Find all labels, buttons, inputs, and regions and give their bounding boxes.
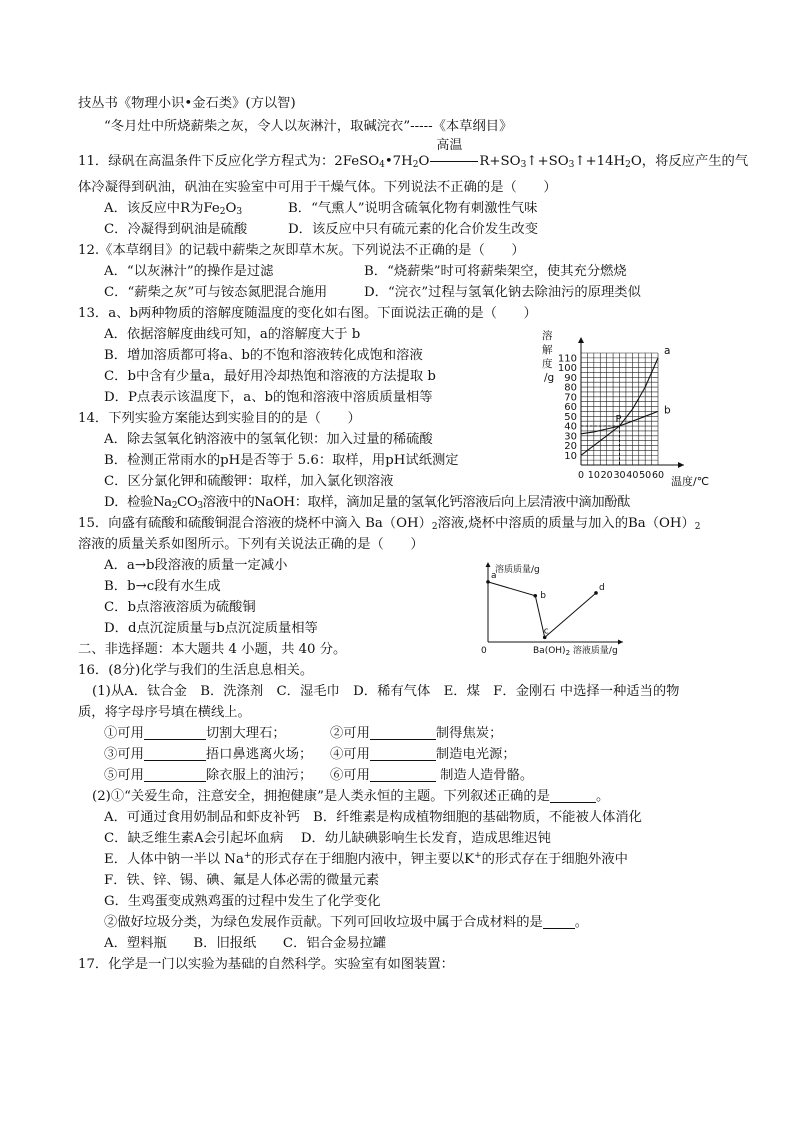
y-tick-label: 60 <box>564 402 577 414</box>
q16-row-1: ①可用 切割大理石； <box>104 726 286 741</box>
q15-option-b: B．b→c段有水生成 <box>104 579 221 594</box>
q11-option-b: B．“气熏人”说明含硫氧化物有刺激性气味 <box>288 201 538 216</box>
chart1-xlabel: 温度/℃ <box>671 475 710 488</box>
y-tick-label: 100 <box>557 363 577 375</box>
solubility-curve-chart <box>530 325 730 495</box>
q13-option-c: C．b中含有少量a，最好用冷却热饱和溶液的方法提取 b <box>104 369 436 384</box>
q17-stem: 17．化学是一门以实验为基础的自然科学。实验室有如图装置： <box>78 957 454 972</box>
q12-option-b: B．“烧薪柴”时可将薪柴架空，使其充分燃烧 <box>364 264 627 279</box>
point-d-label: d <box>599 582 605 593</box>
x-tick-label: 30 <box>613 470 626 481</box>
point-b <box>533 594 537 598</box>
x-axis-arrow <box>678 462 684 468</box>
series-a-label: a <box>664 344 671 357</box>
q11-stem2: 体冷凝得到矾油，矾油在实验室中可用于干燥气体。下列说法不正确的是（ ） <box>78 180 557 195</box>
q16-option-a: A．可通过食用奶制品和虾皮补钙 B．纤维素是构成植物细胞的基础物质，不能被人体消化 <box>104 810 642 825</box>
y-tick-label: 10 <box>564 450 577 462</box>
answer-blank-3[interactable] <box>144 746 206 761</box>
q14-option-d: D．检验$Na_2CO_3$溶液中的NaOH：取样，滴加足量的氢氧化钙溶液后向上层清液中滴加酚酞 <box>104 495 631 511</box>
chart1-ylabel-4: /g <box>544 372 555 384</box>
y-tick-label: 70 <box>564 392 577 404</box>
q16-option-g: G．生鸡蛋变成熟鸡蛋的过程中发生了化学变化 <box>104 894 381 909</box>
q11-option-c: C．冷凝得到矾油是硫酸 <box>104 222 248 237</box>
q11-option-d: D．该反应中只有硫元素的化合价发生改变 <box>288 222 539 237</box>
answer-blank-7[interactable] <box>550 788 596 803</box>
q12-stem: 12.《本草纲目》的记载中薪柴之灰即草木灰。下列说法不正确的是（ ） <box>78 243 525 258</box>
q15-option-d: D．d点沉淀质量与b点沉淀质量相等 <box>104 621 318 636</box>
q13-option-b: B．增加溶质都可将a、b的不饱和溶液转化成饱和溶液 <box>104 348 423 363</box>
y-tick-label: 40 <box>564 421 577 433</box>
q13-option-a: A．依据溶解度曲线可知，a的溶解度大于 b <box>104 327 361 342</box>
q15-option-a: A．a→b段溶液的质量一定减小 <box>104 558 288 573</box>
y-tick-label: 80 <box>564 382 577 394</box>
y-tick-label: 50 <box>564 411 577 423</box>
q16-option-e: E．人体中钠一半以 Na+的形式存在于细胞内液中，钾主要以K+的形式存在于细胞外液中 <box>104 851 628 867</box>
chart2-ylabel: 溶质质量/g <box>495 565 540 575</box>
q12-option-c: C．“薪柴之灰”可与铵态氮肥混合施用 <box>104 285 328 300</box>
q12-option-d: D．“浣衣”过程与氢氧化钠去除油污的原理类似 <box>364 285 641 300</box>
q14-option-b: B．检测正常雨水的pH是否等于 5.6：取样，用pH试纸测定 <box>104 453 459 468</box>
q11-option-a: A．该反应中R为$Fe_2O_3$ <box>104 201 243 217</box>
point-c-label: c <box>543 626 549 637</box>
q13-stem: 13．a、b两种物质的溶解度随温度的变化如右图。下面说法正确的是（ ） <box>78 306 537 321</box>
y-tick-label: 110 <box>557 353 577 365</box>
q14-stem: 14．下列实验方案能达到实验目的的是（ ） <box>78 411 361 426</box>
q16-row-3b: ⑥可用 制造人造骨骼。 <box>330 768 534 783</box>
section-2-heading: 二、非选择题：本大题共 4 小题，共 40 分。 <box>78 642 347 657</box>
y-tick-label: 20 <box>564 441 577 453</box>
q15-stem: 15．向盛有硫酸和硫酸铜混合溶液的烧杯中滴入 $Ba(OH)_2$溶液,烧杯中溶质的质量与加入的$Ba(OH)_2$ <box>78 516 701 532</box>
q15-stem2: 溶液的质量关系如图所示。下列有关说法正确的是（ ） <box>78 537 424 552</box>
y-axis-arrow <box>578 337 584 343</box>
answer-blank-6[interactable] <box>370 767 436 782</box>
point-a <box>486 580 490 584</box>
chart1-ylabel-3: 度 <box>542 358 553 370</box>
x-tick-label: 50 <box>639 470 652 481</box>
q16-option-f: F．铁、锌、锡、碘、氟是人体必需的微量元素 <box>104 873 380 888</box>
point-a-label: a <box>491 570 497 581</box>
point-d <box>594 591 598 595</box>
x-axis-arrow <box>618 640 623 645</box>
q16-part1-cont: 质，将字母序号填在横线上。 <box>78 705 251 720</box>
q15-option-c: C．b点溶液溶质为硫酸铜 <box>104 600 256 615</box>
point-b-label: b <box>540 590 546 601</box>
solute-mass-chart <box>478 560 638 660</box>
q13-option-d: D．P点表示该温度下，a、b的饱和溶液中溶质质量相等 <box>104 390 433 405</box>
q16-part1: (1)从A．钛合金 B．洗涤剂 C．湿毛巾 D．稀有气体 E．煤 F．金刚石 中选择一种适当的物 <box>92 684 680 699</box>
x-tick-label: 60 <box>651 470 665 481</box>
source-title: 技丛书《物理小识•金石类》(方以智) <box>78 96 296 111</box>
answer-blank-2[interactable] <box>370 725 436 740</box>
point-p-label: P <box>615 414 622 426</box>
q16-part3: ②做好垃圾分类，为绿色发展作贡献。下列可回收垃圾中属于合成材料的是 。 <box>104 915 589 930</box>
y-axis-arrow <box>486 562 491 567</box>
q11-stem: 11．绿矾在高温条件下反应化学方程式为：$2FeSO_4•7H_2O$ 高温 $R+SO_3↑+SO_3↑+14H_2O$，将反应产生的气 <box>78 138 749 170</box>
answer-blank-4[interactable] <box>370 746 436 761</box>
x-tick-label: 20 <box>600 470 613 481</box>
q14-option-a: A．除去氢氧化钠溶液中的氢氧化钡：加入过量的稀硫酸 <box>104 432 433 447</box>
q16-option-c: C．缺乏维生素A会引起坏血病 D．幼儿缺碘影响生长发育，造成思维迟钝 <box>104 831 551 846</box>
q16-row-2b: ④可用 制造电光源； <box>330 747 516 762</box>
x-tick-label: 40 <box>626 470 639 481</box>
x-tick-label: 10 <box>587 470 600 481</box>
q16-stem: 16．(8分)化学与我们的生活息息相关。 <box>78 663 314 678</box>
q16-row-3: ⑤可用 除衣服上的油污； <box>104 768 313 783</box>
q12-option-a: A．“以灰淋汁”的操作是过滤 <box>104 264 274 279</box>
answer-blank-8[interactable] <box>543 914 575 929</box>
answer-blank-5[interactable] <box>144 767 206 782</box>
q16-part2: (2)①“关爱生命，注意安全，拥抱健康”是人类永恒的主题。下列叙述正确的是 。 <box>92 789 610 804</box>
q16-row-1b: ②可用 制得焦炭； <box>330 726 503 741</box>
condition-label: 高温 <box>436 138 463 153</box>
series-b-label: b <box>664 404 671 417</box>
q16-part3-options: A．塑料瓶 B．旧报纸 C．铝合金易拉罐 <box>104 936 387 951</box>
chart2-xlabel: $Ba(OH)_2$ 溶液质量/g <box>533 646 618 657</box>
y-tick-label: 90 <box>564 372 577 384</box>
x-tick-label: 0 <box>577 470 585 481</box>
y-tick-label: 30 <box>564 431 577 443</box>
quote: “冬月灶中所烧薪柴之灰，令人以灰淋汁，取碱浣衣”-----《本草纲目》 <box>104 119 513 134</box>
chart1-ylabel-1: 溶 <box>542 330 553 342</box>
chart1-ylabel-2: 解 <box>542 344 553 356</box>
chart2-origin: 0 <box>481 646 487 656</box>
q14-option-c: C．区分氯化钾和硫酸钾：取样，加入氯化钡溶液 <box>104 474 394 489</box>
answer-blank-1[interactable] <box>144 725 206 740</box>
q16-row-2: ③可用 捂口鼻逃离火场； <box>104 747 313 762</box>
